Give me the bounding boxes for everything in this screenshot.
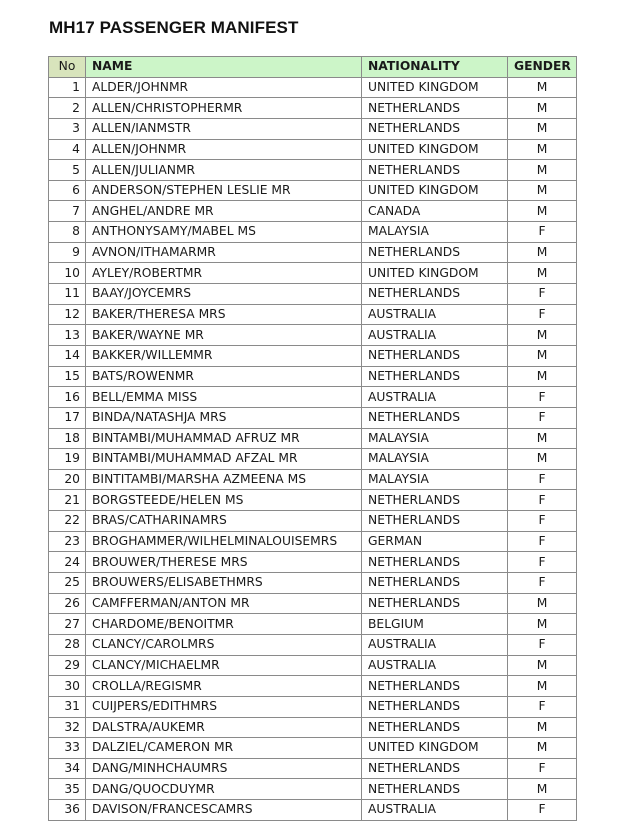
row-number: 3: [49, 118, 86, 139]
gender-cell: M: [508, 717, 577, 738]
passenger-name: CUIJPERS/EDITHMRS: [86, 696, 362, 717]
row-number: 36: [49, 800, 86, 821]
nationality-cell: CANADA: [362, 201, 508, 222]
nationality-cell: UNITED KINGDOM: [362, 738, 508, 759]
passenger-name: BATS/ROWENMR: [86, 366, 362, 387]
row-number: 25: [49, 573, 86, 594]
gender-cell: F: [508, 531, 577, 552]
passenger-name: BELL/EMMA MISS: [86, 387, 362, 408]
table-row: [49, 387, 577, 408]
nationality-cell: NETHERLANDS: [362, 717, 508, 738]
table-row: [49, 573, 577, 594]
table-row: [49, 717, 577, 738]
gender-cell: F: [508, 407, 577, 428]
nationality-cell: GERMAN: [362, 531, 508, 552]
table-row: [49, 469, 577, 490]
nationality-cell: NETHERLANDS: [362, 284, 508, 305]
passenger-name: DAVISON/FRANCESCAMRS: [86, 800, 362, 821]
table-row: [49, 655, 577, 676]
passenger-name: BRAS/CATHARINAMRS: [86, 511, 362, 532]
gender-cell: F: [508, 552, 577, 573]
nationality-cell: NETHERLANDS: [362, 573, 508, 594]
row-number: 34: [49, 758, 86, 779]
row-number: 10: [49, 263, 86, 284]
passenger-name: BROGHAMMER/WILHELMINALOUISEMRS: [86, 531, 362, 552]
gender-cell: M: [508, 180, 577, 201]
passenger-name: ALLEN/CHRISTOPHERMR: [86, 98, 362, 119]
gender-cell: F: [508, 511, 577, 532]
passenger-name: ALDER/JOHNMR: [86, 77, 362, 98]
nationality-cell: NETHERLANDS: [362, 779, 508, 800]
table-row: [49, 180, 577, 201]
gender-cell: M: [508, 263, 577, 284]
gender-cell: F: [508, 573, 577, 594]
column-header-name: NAME: [86, 57, 362, 78]
nationality-cell: NETHERLANDS: [362, 366, 508, 387]
manifest-body: [49, 77, 577, 820]
header-row: [49, 57, 577, 78]
gender-cell: M: [508, 345, 577, 366]
table-row: [49, 201, 577, 222]
gender-cell: F: [508, 304, 577, 325]
nationality-cell: NETHERLANDS: [362, 552, 508, 573]
nationality-cell: NETHERLANDS: [362, 676, 508, 697]
gender-cell: F: [508, 696, 577, 717]
nationality-cell: NETHERLANDS: [362, 490, 508, 511]
passenger-name: ANTHONYSAMY/MABEL MS: [86, 222, 362, 243]
row-number: 28: [49, 634, 86, 655]
nationality-cell: UNITED KINGDOM: [362, 139, 508, 160]
gender-cell: M: [508, 139, 577, 160]
row-number: 19: [49, 449, 86, 470]
row-number: 12: [49, 304, 86, 325]
gender-cell: M: [508, 449, 577, 470]
passenger-name: ANDERSON/STEPHEN LESLIE MR: [86, 180, 362, 201]
passenger-name: CAMFFERMAN/ANTON MR: [86, 593, 362, 614]
table-row: [49, 696, 577, 717]
row-number: 33: [49, 738, 86, 759]
passenger-name: BINTAMBI/MUHAMMAD AFZAL MR: [86, 449, 362, 470]
nationality-cell: MALAYSIA: [362, 222, 508, 243]
gender-cell: M: [508, 118, 577, 139]
nationality-cell: AUSTRALIA: [362, 800, 508, 821]
row-number: 16: [49, 387, 86, 408]
gender-cell: M: [508, 738, 577, 759]
gender-cell: F: [508, 387, 577, 408]
column-header-no: No: [49, 57, 86, 78]
passenger-name: DANG/QUOCDUYMR: [86, 779, 362, 800]
row-number: 24: [49, 552, 86, 573]
passenger-name: BAKER/THERESA MRS: [86, 304, 362, 325]
table-row: [49, 779, 577, 800]
table-row: [49, 634, 577, 655]
row-number: 11: [49, 284, 86, 305]
nationality-cell: NETHERLANDS: [362, 593, 508, 614]
table-row: [49, 118, 577, 139]
passenger-name: DANG/MINHCHAUMRS: [86, 758, 362, 779]
table-row: [49, 366, 577, 387]
gender-cell: M: [508, 325, 577, 346]
nationality-cell: NETHERLANDS: [362, 345, 508, 366]
row-number: 29: [49, 655, 86, 676]
table-row: [49, 407, 577, 428]
nationality-cell: AUSTRALIA: [362, 387, 508, 408]
passenger-name: BROUWERS/ELISABETHMRS: [86, 573, 362, 594]
passenger-name: BAAY/JOYCEMRS: [86, 284, 362, 305]
passenger-name: ALLEN/JOHNMR: [86, 139, 362, 160]
nationality-cell: NETHERLANDS: [362, 98, 508, 119]
gender-cell: M: [508, 779, 577, 800]
passenger-name: BAKER/WAYNE MR: [86, 325, 362, 346]
row-number: 6: [49, 180, 86, 201]
table-row: [49, 98, 577, 119]
nationality-cell: BELGIUM: [362, 614, 508, 635]
row-number: 27: [49, 614, 86, 635]
nationality-cell: MALAYSIA: [362, 449, 508, 470]
gender-cell: M: [508, 242, 577, 263]
nationality-cell: NETHERLANDS: [362, 407, 508, 428]
row-number: 20: [49, 469, 86, 490]
passenger-name: BORGSTEEDE/HELEN MS: [86, 490, 362, 511]
nationality-cell: NETHERLANDS: [362, 696, 508, 717]
gender-cell: M: [508, 366, 577, 387]
gender-cell: M: [508, 201, 577, 222]
row-number: 35: [49, 779, 86, 800]
table-row: [49, 160, 577, 181]
table-row: [49, 531, 577, 552]
table-row: [49, 758, 577, 779]
row-number: 31: [49, 696, 86, 717]
passenger-name: CROLLA/REGISMR: [86, 676, 362, 697]
row-number: 4: [49, 139, 86, 160]
passenger-manifest-table: [48, 56, 577, 821]
nationality-cell: NETHERLANDS: [362, 118, 508, 139]
gender-cell: M: [508, 655, 577, 676]
nationality-cell: UNITED KINGDOM: [362, 263, 508, 284]
row-number: 9: [49, 242, 86, 263]
gender-cell: M: [508, 593, 577, 614]
gender-cell: M: [508, 428, 577, 449]
document-title: MH17 PASSENGER MANIFEST: [49, 18, 299, 37]
row-number: 8: [49, 222, 86, 243]
nationality-cell: MALAYSIA: [362, 469, 508, 490]
passenger-name: CHARDOME/BENOITMR: [86, 614, 362, 635]
gender-cell: F: [508, 758, 577, 779]
row-number: 7: [49, 201, 86, 222]
nationality-cell: NETHERLANDS: [362, 758, 508, 779]
passenger-name: CLANCY/MICHAELMR: [86, 655, 362, 676]
table-row: [49, 738, 577, 759]
passenger-name: ALLEN/JULIANMR: [86, 160, 362, 181]
table-row: [49, 263, 577, 284]
table-row: [49, 593, 577, 614]
nationality-cell: AUSTRALIA: [362, 304, 508, 325]
gender-cell: F: [508, 800, 577, 821]
gender-cell: F: [508, 634, 577, 655]
row-number: 30: [49, 676, 86, 697]
table-row: [49, 139, 577, 160]
table-row: [49, 77, 577, 98]
nationality-cell: AUSTRALIA: [362, 325, 508, 346]
nationality-cell: NETHERLANDS: [362, 511, 508, 532]
nationality-cell: NETHERLANDS: [362, 160, 508, 181]
table-row: [49, 800, 577, 821]
nationality-cell: AUSTRALIA: [362, 634, 508, 655]
row-number: 1: [49, 77, 86, 98]
row-number: 5: [49, 160, 86, 181]
table-row: [49, 428, 577, 449]
passenger-name: AVNON/ITHAMARMR: [86, 242, 362, 263]
row-number: 15: [49, 366, 86, 387]
table-row: [49, 304, 577, 325]
nationality-cell: UNITED KINGDOM: [362, 180, 508, 201]
passenger-name: ANGHEL/ANDRE MR: [86, 201, 362, 222]
row-number: 2: [49, 98, 86, 119]
gender-cell: F: [508, 284, 577, 305]
gender-cell: F: [508, 469, 577, 490]
nationality-cell: MALAYSIA: [362, 428, 508, 449]
nationality-cell: AUSTRALIA: [362, 655, 508, 676]
column-header-nationality: NATIONALITY: [362, 57, 508, 78]
passenger-name: DALZIEL/CAMERON MR: [86, 738, 362, 759]
row-number: 32: [49, 717, 86, 738]
gender-cell: M: [508, 98, 577, 119]
passenger-name: BAKKER/WILLEMMR: [86, 345, 362, 366]
table-row: [49, 284, 577, 305]
passenger-name: BINTITAMBI/MARSHA AZMEENA MS: [86, 469, 362, 490]
gender-cell: M: [508, 77, 577, 98]
table-row: [49, 449, 577, 470]
row-number: 18: [49, 428, 86, 449]
row-number: 13: [49, 325, 86, 346]
passenger-name: BROUWER/THERESE MRS: [86, 552, 362, 573]
table-row: [49, 242, 577, 263]
passenger-name: BINTAMBI/MUHAMMAD AFRUZ MR: [86, 428, 362, 449]
row-number: 17: [49, 407, 86, 428]
table-row: [49, 222, 577, 243]
gender-cell: M: [508, 160, 577, 181]
passenger-name: DALSTRA/AUKEMR: [86, 717, 362, 738]
gender-cell: F: [508, 222, 577, 243]
row-number: 23: [49, 531, 86, 552]
table-row: [49, 490, 577, 511]
row-number: 21: [49, 490, 86, 511]
passenger-name: AYLEY/ROBERTMR: [86, 263, 362, 284]
row-number: 26: [49, 593, 86, 614]
nationality-cell: UNITED KINGDOM: [362, 77, 508, 98]
table-row: [49, 345, 577, 366]
gender-cell: F: [508, 490, 577, 511]
passenger-name: BINDA/NATASHJA MRS: [86, 407, 362, 428]
column-header-gender: GENDER: [508, 57, 577, 78]
passenger-name: ALLEN/IANMSTR: [86, 118, 362, 139]
row-number: 14: [49, 345, 86, 366]
table-row: [49, 676, 577, 697]
table-row: [49, 325, 577, 346]
table-row: [49, 511, 577, 532]
table-row: [49, 614, 577, 635]
passenger-name: CLANCY/CAROLMRS: [86, 634, 362, 655]
nationality-cell: NETHERLANDS: [362, 242, 508, 263]
gender-cell: M: [508, 676, 577, 697]
table-row: [49, 552, 577, 573]
row-number: 22: [49, 511, 86, 532]
gender-cell: M: [508, 614, 577, 635]
